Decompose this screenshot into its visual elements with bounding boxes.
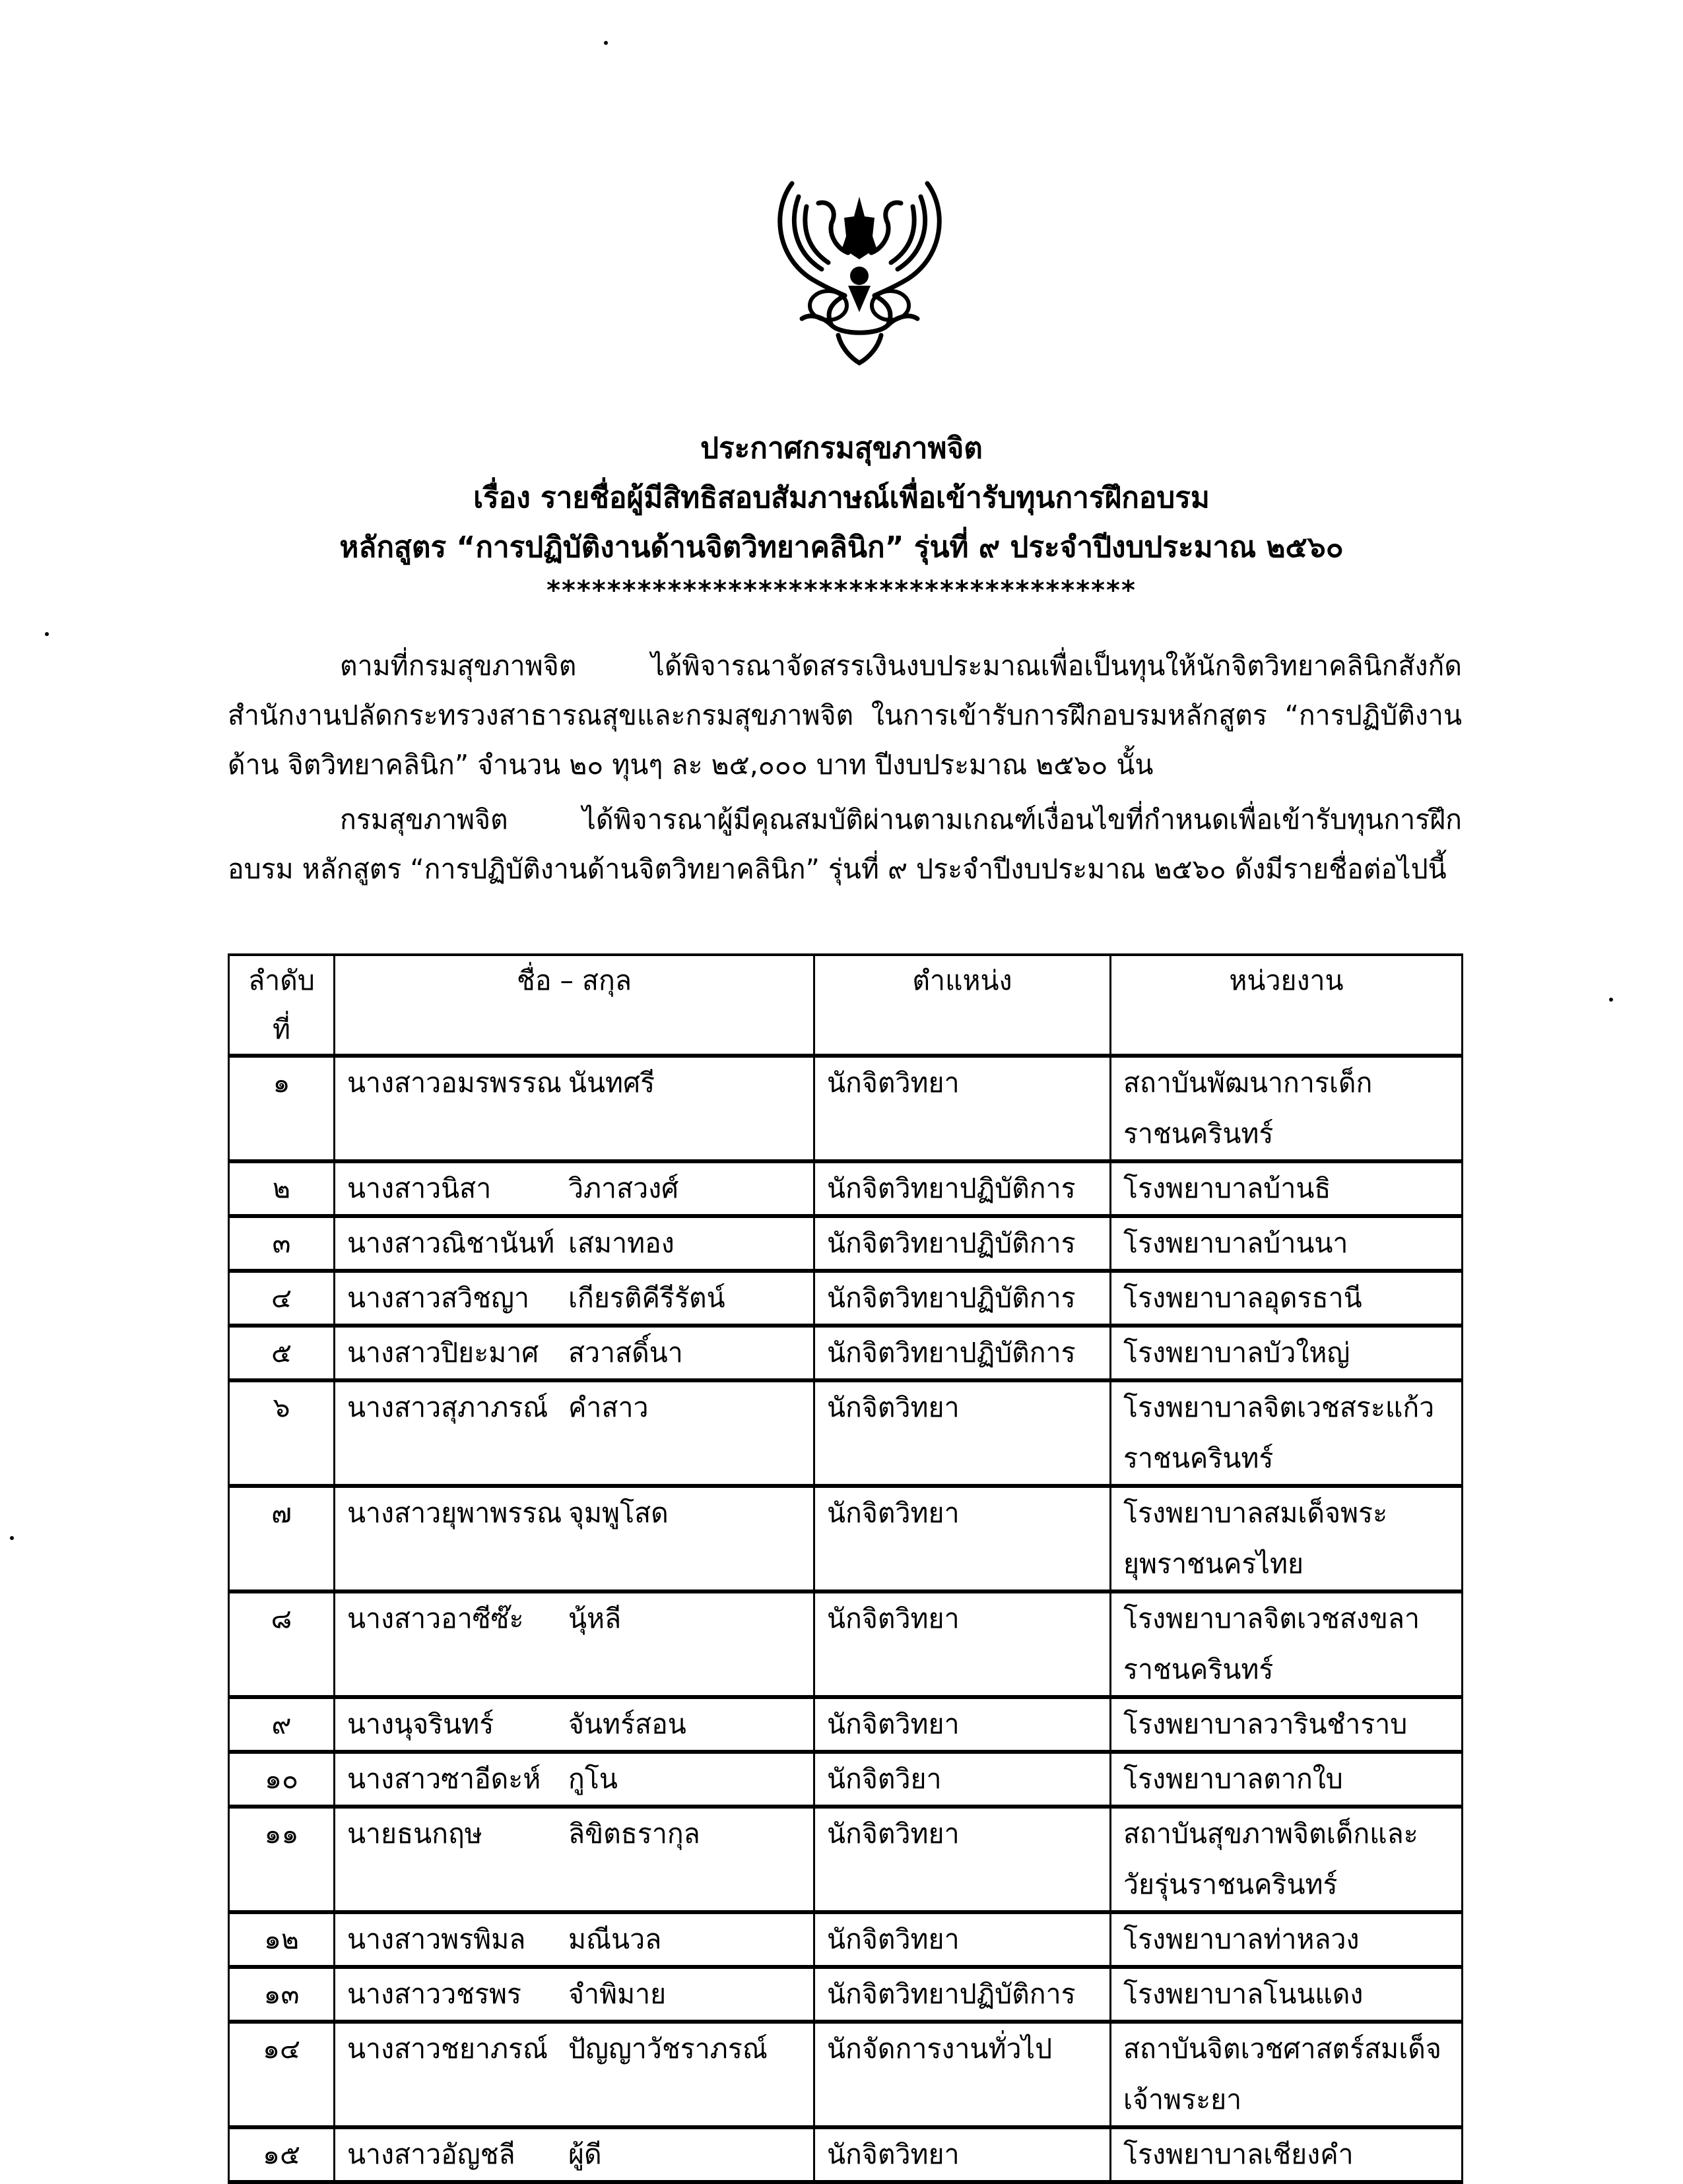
scan-speck (604, 41, 608, 45)
first-name: นางสาวพรพิมล (347, 1923, 526, 1955)
garuda-emblem-icon (766, 170, 954, 368)
unit-cell (1111, 1486, 1463, 1591)
first-name: นางสาวสุภาภรณ์ (347, 1392, 548, 1423)
table-row (229, 1216, 1463, 1271)
first-name: นางสาวอมรพรรณ (347, 1067, 562, 1099)
table-row (229, 2127, 1463, 2182)
full-name-cell (335, 1591, 814, 1697)
full-name-cell (335, 1912, 814, 1967)
unit-line-1: สถาบันจิตเวชศาสตร์สมเด็จ (1123, 2033, 1441, 2065)
position-cell: นักจิตวิทยาปฏิบัติการ (814, 1967, 1111, 2022)
position-cell: นักจิตวิทยาปฏิบัติการ (814, 1216, 1111, 1271)
row-number: ๕ (229, 1326, 335, 1380)
unit-line-2: เจ้าพระยา (1123, 2084, 1242, 2115)
first-name: นางสาวอัญชลี (347, 2138, 515, 2170)
position-cell: นักจิตวิทยา (814, 2127, 1111, 2182)
table-row (229, 1161, 1463, 1216)
row-number: ๑ (229, 1056, 335, 1161)
last-name: คำสาว (568, 1392, 649, 1423)
full-name-cell (335, 2022, 814, 2127)
unit-cell (1111, 1326, 1463, 1380)
row-number: ๑๓ (229, 1967, 335, 2022)
last-name: นุ้หลี (568, 1603, 622, 1634)
row-number: ๑๒ (229, 1912, 335, 1967)
position-cell: นักจิตวิทยา (814, 1380, 1111, 1486)
last-name: มณีนวล (568, 1923, 662, 1955)
table-header-row (229, 955, 1463, 1056)
first-name: นางสาววชรพร (347, 1978, 522, 2010)
announcement-title: ประกาศกรมสุขภาพจิต (700, 432, 983, 465)
unit-cell (1111, 1591, 1463, 1697)
full-name-cell (335, 1486, 814, 1591)
unit-cell (1111, 1697, 1463, 1752)
position-cell: นักจิตวิยา (814, 1752, 1111, 1807)
row-number: ๘ (229, 1591, 335, 1697)
position-cell: นักจิตวิทยา (814, 1486, 1111, 1591)
row-number: ๑๔ (229, 2022, 335, 2127)
table-row (229, 1697, 1463, 1752)
table-row (229, 1271, 1463, 1326)
full-name-cell (335, 1216, 814, 1271)
full-name-cell (335, 1271, 814, 1326)
unit-cell (1111, 1216, 1463, 1271)
announcement-subject: เรื่อง รายชื่อผู้มีสิทธิสอบสัมภาษณ์เพื่อเข้ารับทุนการฝึกอบรม (473, 481, 1210, 515)
header-unit: หน่วยงาน (1111, 955, 1463, 1056)
header-position: ตำแหน่ง (814, 955, 1111, 1056)
unit-line-1: โรงพยาบาลจิตเวชสระแก้ว (1123, 1392, 1435, 1423)
full-name-cell (335, 1161, 814, 1216)
first-name: นางสาวณิชานันท์ (347, 1227, 555, 1259)
position-cell: นักจิตวิทยาปฏิบัติการ (814, 1161, 1111, 1216)
first-name: นางสาวอาซีซ๊ะ (347, 1603, 524, 1634)
unit-line-1: สถาบันพัฒนาการเด็ก (1123, 1067, 1373, 1099)
table-row (229, 1380, 1463, 1486)
unit-line-1: โรงพยาบาลตากใบ (1123, 1763, 1343, 1795)
row-number: ๒ (229, 1161, 335, 1216)
unit-cell (1111, 2127, 1463, 2182)
first-name: นายธนกฤษ (347, 1818, 482, 1849)
full-name-cell (335, 1380, 814, 1486)
unit-line-1: โรงพยาบาลจิตเวชสงขลา (1123, 1603, 1420, 1634)
unit-line-2: วัยรุ่นราชนครินทร์ (1123, 1869, 1338, 1900)
first-name: นางสาวนิสา (347, 1172, 492, 1204)
unit-line-2: ราชนครินทร์ (1123, 1118, 1274, 1149)
row-number: ๗ (229, 1486, 335, 1591)
last-name: จำพิมาย (568, 1978, 667, 2010)
first-name: นางสาวยุพาพรรณ (347, 1497, 562, 1529)
table-row (229, 1912, 1463, 1967)
last-name: เกียรติคีรีรัตน์ (568, 1282, 725, 1314)
last-name: ผู้ดี (568, 2138, 602, 2170)
full-name-cell (335, 1056, 814, 1161)
unit-cell (1111, 1056, 1463, 1161)
last-name: สวาสดิ์นา (568, 1337, 683, 1368)
last-name: วิภาสวงศ์ (568, 1172, 679, 1204)
table-row (229, 1807, 1463, 1912)
unit-cell (1111, 1380, 1463, 1486)
unit-cell (1111, 1271, 1463, 1326)
last-name: เสมาทอง (568, 1227, 675, 1259)
table-row (229, 1967, 1463, 2022)
table-row (229, 1591, 1463, 1697)
row-number: ๑๑ (229, 1807, 335, 1912)
full-name-cell (335, 2127, 814, 2182)
position-cell: นักจิตวิทยา (814, 1591, 1111, 1697)
candidate-table (228, 953, 1463, 2184)
unit-line-1: โรงพยาบาลวารินชำราบ (1123, 1708, 1408, 1740)
full-name-cell (335, 1807, 814, 1912)
full-name-cell (335, 1967, 814, 2022)
unit-line-1: โรงพยาบาลอุดรธานี (1123, 1282, 1362, 1314)
unit-line-1: โรงพยาบาลบ้านธิ (1123, 1172, 1331, 1204)
table-row (229, 1752, 1463, 1807)
unit-line-1: โรงพยาบาลบ้านนา (1123, 1227, 1348, 1259)
last-name: ลิขิตธรากุล (568, 1818, 700, 1849)
first-name: นางสาวสวิชญา (347, 1282, 529, 1314)
paragraph-list-intro: กรมสุขภาพจิต ได้พิจารณาผู้มีคุณสมบัติผ่านตามเกณฑ์เงื่อนไขที่กำหนดเพื่อเข้ารับทุนการฝึกอบรม หลักสูตร “การปฏิบัติงานด้านจิตวิทยาคลินิก” รุ่นที่ ๙ ประจำปีงบประมาณ ๒๕๖๐ ดังมีรายชื่อต่อไปนี้ (228, 804, 1462, 885)
unit-line-2: ยุพราชนครไทย (1123, 1548, 1304, 1580)
last-name: ปัญญาวัชราภรณ์ (568, 2033, 768, 2065)
position-cell: นักจิตวิทยา (814, 1056, 1111, 1161)
row-number: ๖ (229, 1380, 335, 1486)
unit-cell (1111, 1912, 1463, 1967)
row-number: ๙ (229, 1697, 335, 1752)
position-cell: นักจิตวิทยา (814, 1807, 1111, 1912)
row-number: ๓ (229, 1216, 335, 1271)
row-number: ๑๕ (229, 2127, 335, 2182)
unit-cell (1111, 2022, 1463, 2127)
position-cell: นักจิตวิทยา (814, 1697, 1111, 1752)
unit-line-1: โรงพยาบาลสมเด็จพระ (1123, 1497, 1388, 1529)
table-row (229, 1056, 1463, 1161)
row-number: ๔ (229, 1271, 335, 1326)
last-name: กูโน (568, 1763, 618, 1795)
full-name-cell (335, 1697, 814, 1752)
first-name: นางนุจรินทร์ (347, 1708, 494, 1740)
position-cell: นักจัดการงานทั่วไป (814, 2022, 1111, 2127)
last-name: จุมพูโสด (568, 1497, 669, 1529)
unit-line-2: ราชนครินทร์ (1123, 1442, 1274, 1474)
position-cell: นักจิตวิทยา (814, 1912, 1111, 1967)
unit-line-2: ราชนครินทร์ (1123, 1654, 1274, 1685)
first-name: นางสาวซาอีดะห์ (347, 1763, 541, 1795)
first-name: นางสาวปิยะมาศ (347, 1337, 539, 1368)
table-row (229, 1326, 1463, 1380)
separator: *************************************** (546, 575, 1137, 606)
table-row (229, 1486, 1463, 1591)
paragraph-intro: ตามที่กรมสุขภาพจิต ได้พิจารณาจัดสรรเงินงบประมาณเพื่อเป็นทุนให้นักจิตวิทยาคลินิกสังกัด สำนักงานปลัดกระทรวงสาธารณสุขและกรมสุขภาพจิต ในการเข้ารับการฝึกอบรมหลักสูตร “การปฏิบัติงานด้าน จิตวิทยาคลินิก” จำนวน ๒๐ ทุนๆ ละ ๒๕,๐๐๐ บาท ปีงบประมาณ ๒๕๖๐ นั้น (228, 650, 1462, 781)
row-number: ๑๐ (229, 1752, 335, 1807)
position-cell: นักจิตวิทยาปฏิบัติการ (814, 1326, 1111, 1380)
last-name: จันทร์สอน (568, 1708, 686, 1740)
full-name-cell (335, 1752, 814, 1807)
unit-line-1: โรงพยาบาลเชียงคำ (1123, 2138, 1354, 2170)
last-name: นันทศรี (568, 1067, 655, 1099)
table-row (229, 2022, 1463, 2127)
position-cell: นักจิตวิทยาปฏิบัติการ (814, 1271, 1111, 1326)
unit-line-1: โรงพยาบาลโนนแดง (1123, 1978, 1364, 2010)
unit-line-1: โรงพยาบาลบัวใหญ่ (1123, 1337, 1350, 1368)
unit-cell (1111, 1807, 1463, 1912)
scan-speck (45, 632, 49, 636)
header-name: ชื่อ – สกุล (335, 955, 814, 1056)
header-order: ลำดับที่ (229, 955, 335, 1056)
first-name: นางสาวชยาภรณ์ (347, 2033, 548, 2065)
unit-cell (1111, 1967, 1463, 2022)
announcement-course: หลักสูตร “การปฏิบัติงานด้านจิตวิทยาคลินิก” รุ่นที่ ๙ ประจำปีงบประมาณ ๒๕๖๐ (339, 530, 1344, 564)
unit-line-1: โรงพยาบาลท่าหลวง (1123, 1923, 1360, 1955)
scan-speck (1609, 998, 1613, 1002)
full-name-cell (335, 1326, 814, 1380)
unit-cell (1111, 1161, 1463, 1216)
scan-speck (10, 1536, 14, 1540)
unit-cell (1111, 1752, 1463, 1807)
unit-line-1: สถาบันสุขภาพจิตเด็กและ (1123, 1818, 1418, 1849)
